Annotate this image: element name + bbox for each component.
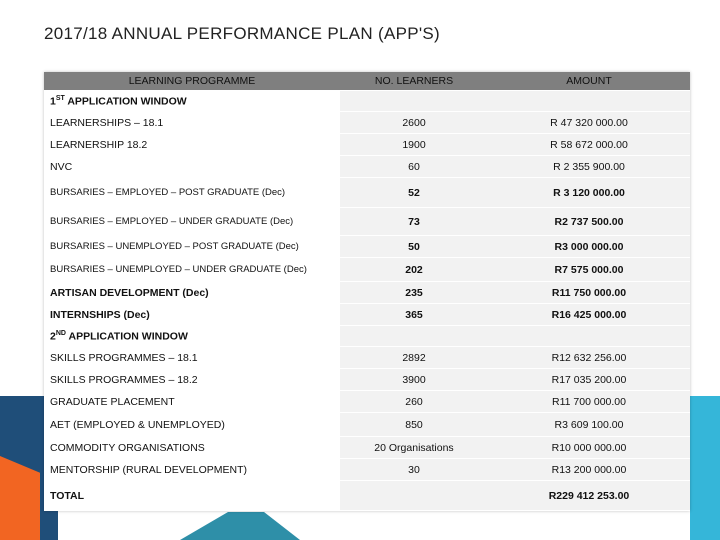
- cell-programme: BURSARIES – EMPLOYED – POST GRADUATE (Dec): [44, 178, 340, 208]
- cell-learners: 202: [340, 258, 488, 282]
- table-row: [44, 178, 690, 208]
- cell-learners: 60: [340, 156, 488, 178]
- cell-learners: 52: [340, 178, 488, 208]
- table-row: [44, 391, 690, 413]
- cell-amount: R11 700 000.00: [488, 391, 690, 413]
- total-row: [44, 481, 690, 511]
- header-amount: AMOUNT: [488, 72, 690, 91]
- cell-learners: 850: [340, 413, 488, 437]
- table-row: [44, 369, 690, 391]
- cell-programme: SKILLS PROGRAMMES – 18.2: [44, 369, 340, 391]
- section-header-1st-window-label: 1ST APPLICATION WINDOW: [44, 91, 340, 112]
- decorative-cyan-shape: [690, 396, 720, 540]
- cell-amount: R17 035 200.00: [488, 369, 690, 391]
- cell-learners: 2892: [340, 347, 488, 369]
- total-label: TOTAL: [44, 481, 340, 511]
- cell-amount: R 2 355 900.00: [488, 156, 690, 178]
- cell-amount: R10 000 000.00: [488, 437, 690, 459]
- cell-learners: 2600: [340, 112, 488, 134]
- cell-programme: INTERNSHIPS (Dec): [44, 304, 340, 326]
- cell-programme: AET (EMPLOYED & UNEMPLOYED): [44, 413, 340, 437]
- cell-amount: R 58 672 000.00: [488, 134, 690, 156]
- cell-learners: 365: [340, 304, 488, 326]
- section-header-2nd-window: [44, 326, 690, 347]
- cell-programme: MENTORSHIP (RURAL DEVELOPMENT): [44, 459, 340, 481]
- table-row: [44, 413, 690, 437]
- header-no-learners: NO. LEARNERS: [340, 72, 488, 91]
- cell-learners: 235: [340, 282, 488, 304]
- cell-amount: R16 425 000.00: [488, 304, 690, 326]
- cell-amount: R11 750 000.00: [488, 282, 690, 304]
- performance-table: [44, 72, 690, 511]
- cell-programme: SKILLS PROGRAMMES – 18.1: [44, 347, 340, 369]
- table-header-row: [44, 72, 690, 91]
- cell-learners: 260: [340, 391, 488, 413]
- cell-amount: R7 575 000.00: [488, 258, 690, 282]
- cell-learners: 30: [340, 459, 488, 481]
- table-row: [44, 208, 690, 236]
- cell-programme: GRADUATE PLACEMENT: [44, 391, 340, 413]
- table-row: [44, 156, 690, 178]
- table-row: [44, 112, 690, 134]
- table-row: [44, 258, 690, 282]
- cell-amount: R2 737 500.00: [488, 208, 690, 236]
- header-learning-programme: LEARNING PROGRAMME: [44, 72, 340, 91]
- table-row: [44, 437, 690, 459]
- total-learners: [340, 481, 488, 511]
- decorative-teal-shape: [180, 512, 300, 540]
- table-row: [44, 282, 690, 304]
- slide-title: 2017/18 ANNUAL PERFORMANCE PLAN (APP'S): [44, 24, 441, 43]
- cell-programme: BURSARIES – UNEMPLOYED – POST GRADUATE (Dec): [44, 236, 340, 258]
- section-header-1st-window: [44, 91, 690, 112]
- cell-amount: R13 200 000.00: [488, 459, 690, 481]
- cell-programme: BURSARIES – UNEMPLOYED – UNDER GRADUATE (Dec): [44, 258, 340, 282]
- table-row: [44, 459, 690, 481]
- cell-learners: 50: [340, 236, 488, 258]
- cell-programme: COMMODITY ORGANISATIONS: [44, 437, 340, 459]
- table-row: [44, 134, 690, 156]
- cell-programme: LEARNERSHIP 18.2: [44, 134, 340, 156]
- cell-learners: 20 Organisations: [340, 437, 488, 459]
- section-header-2nd-window-label: 2ND APPLICATION WINDOW: [44, 326, 340, 347]
- cell-amount: R3 000 000.00: [488, 236, 690, 258]
- cell-programme: NVC: [44, 156, 340, 178]
- table-row: [44, 347, 690, 369]
- cell-programme: ARTISAN DEVELOPMENT (Dec): [44, 282, 340, 304]
- table-row: [44, 236, 690, 258]
- cell-learners: 3900: [340, 369, 488, 391]
- cell-amount: R3 609 100.00: [488, 413, 690, 437]
- cell-amount: R12 632 256.00: [488, 347, 690, 369]
- cell-programme: BURSARIES – EMPLOYED – UNDER GRADUATE (Dec): [44, 208, 340, 236]
- cell-amount: R 3 120 000.00: [488, 178, 690, 208]
- cell-amount: R 47 320 000.00: [488, 112, 690, 134]
- table-row: [44, 304, 690, 326]
- cell-learners: 73: [340, 208, 488, 236]
- cell-learners: 1900: [340, 134, 488, 156]
- cell-programme: LEARNERSHIPS – 18.1: [44, 112, 340, 134]
- total-amount: R229 412 253.00: [488, 481, 690, 511]
